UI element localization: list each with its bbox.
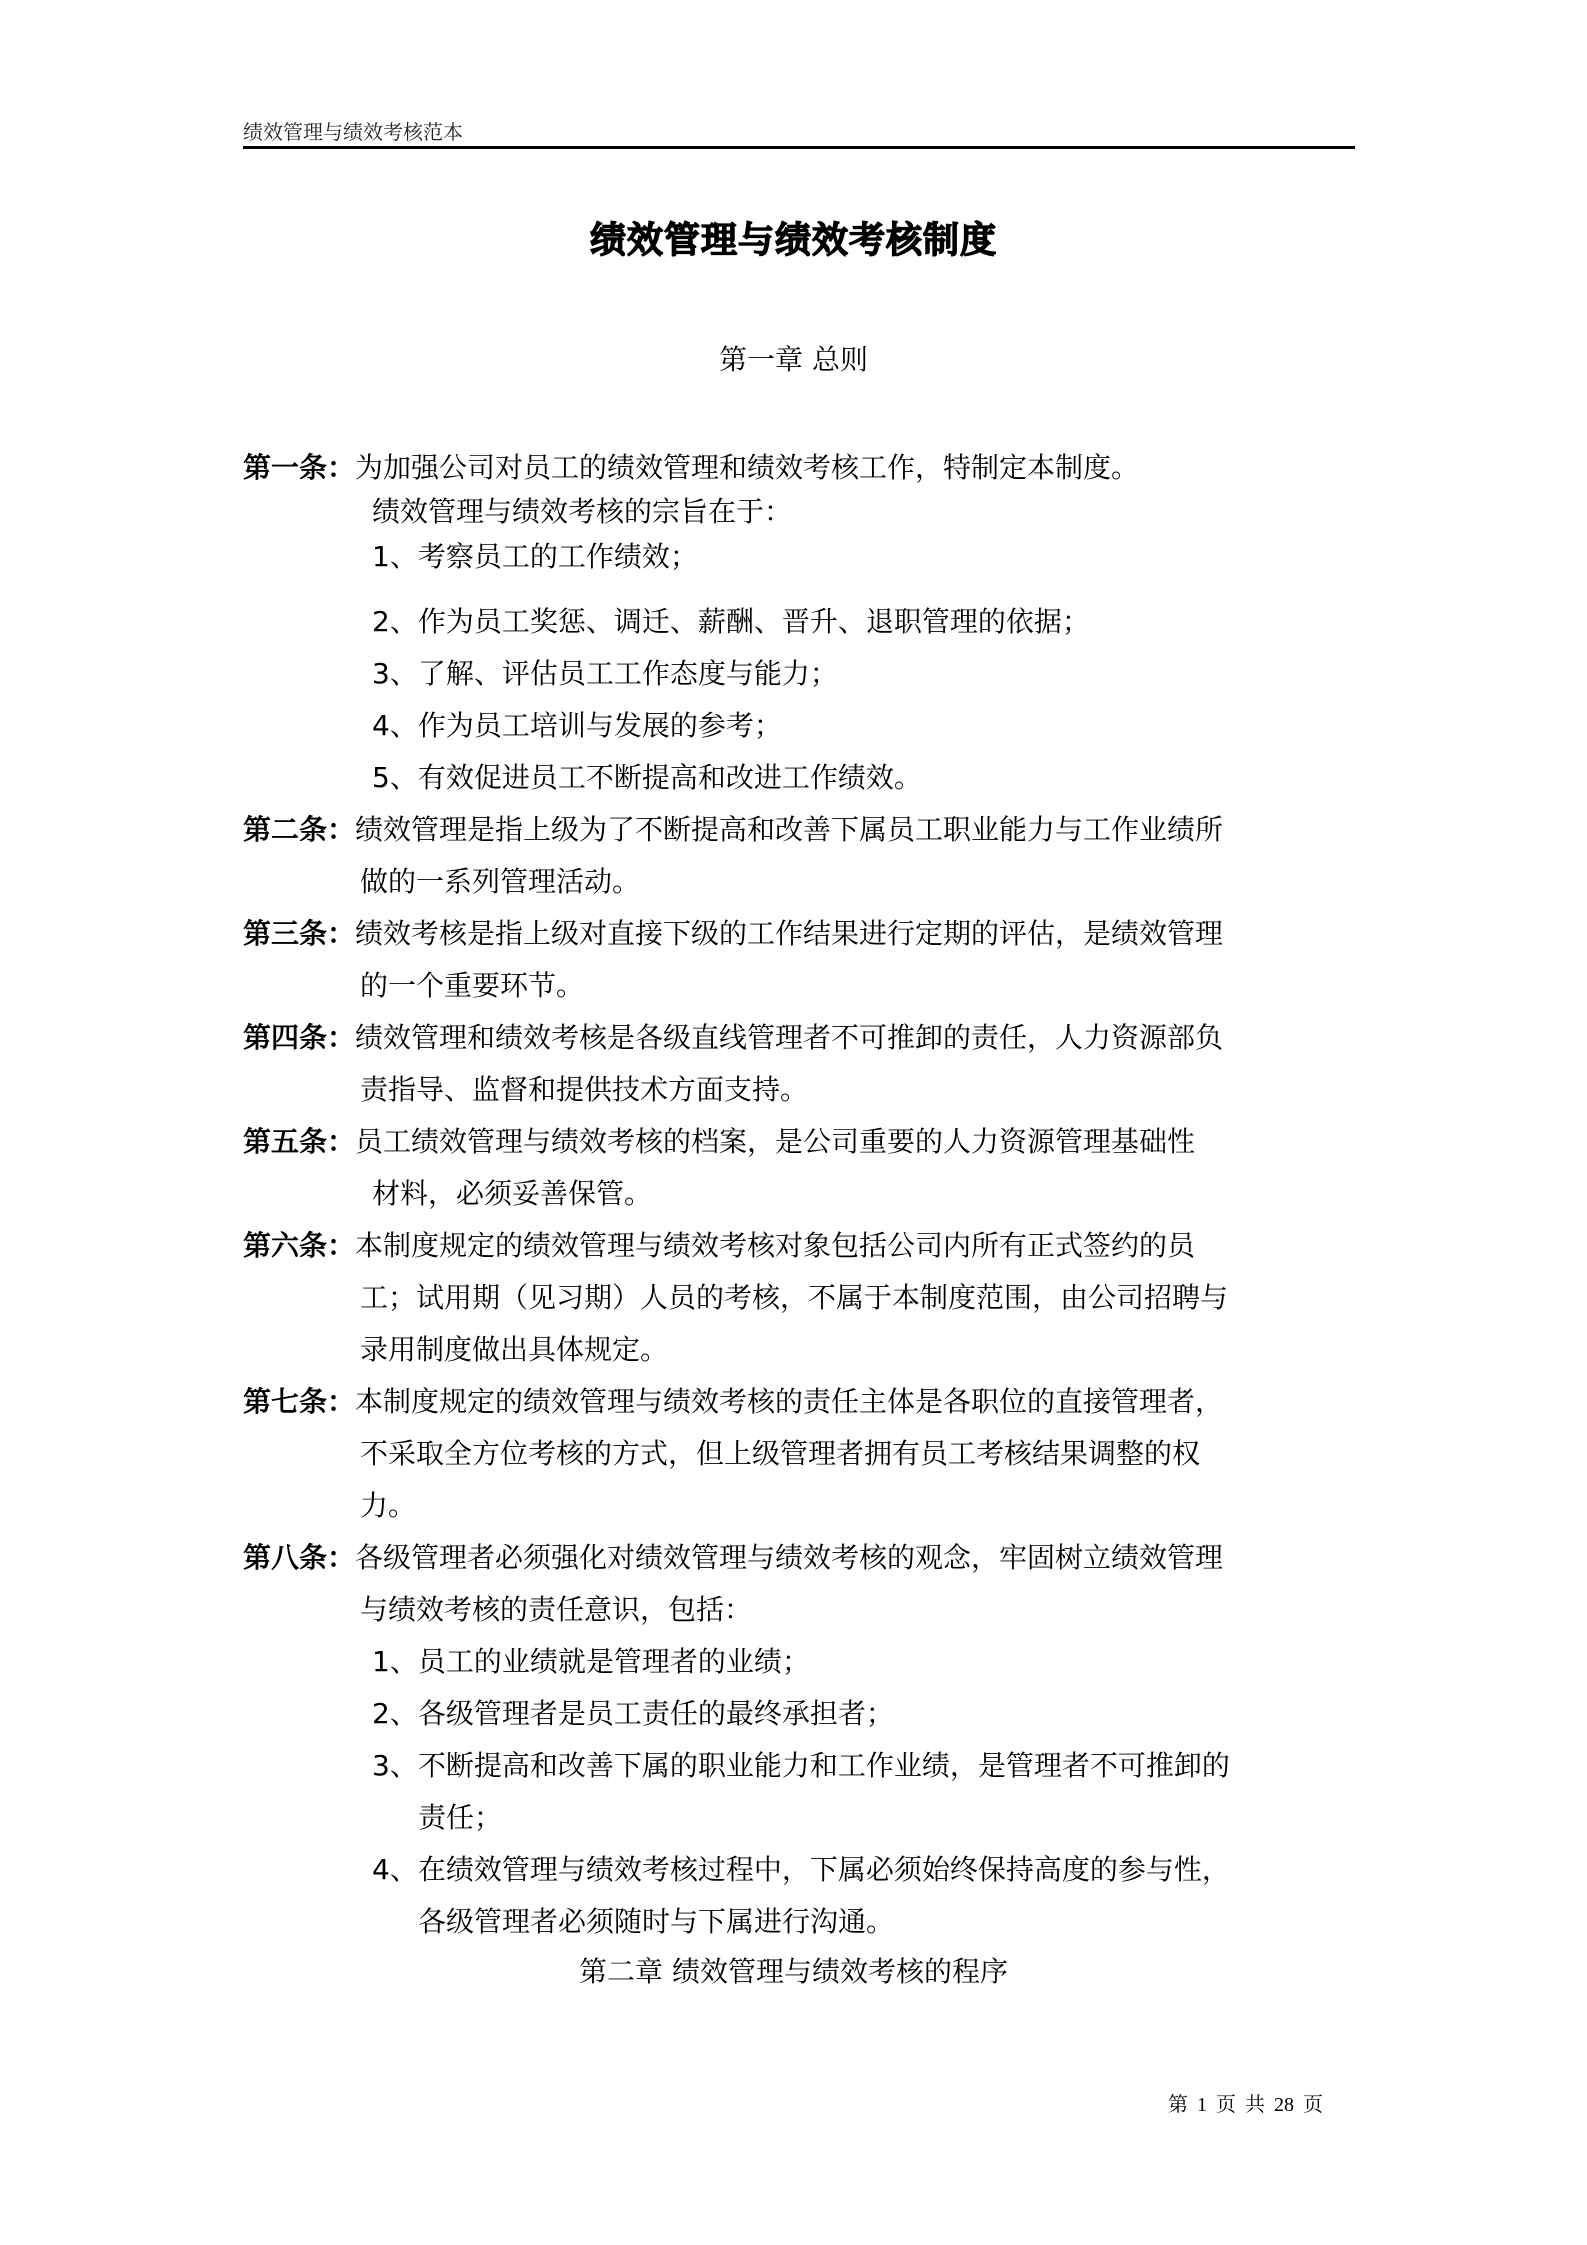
article-label: 第二条： <box>243 813 356 846</box>
article-label: 第一条： <box>243 451 356 484</box>
article-5 <box>243 1120 1195 1160</box>
list-item: 4、在绩效管理与绩效考核过程中，下属必须始终保持高度的参与性， <box>372 1853 1230 1886</box>
article-text: 录用制度做出具体规定。 <box>360 1333 669 1366</box>
article-text: 各级管理者必须强化对绩效管理与绩效考核的观念，牢固树立绩效管理 <box>355 1541 1224 1574</box>
article-text: 工；试用期（见习期）人员的考核，不属于本制度范围，由公司招聘与 <box>360 1281 1229 1314</box>
article-4 <box>243 1016 1223 1056</box>
article-text: 员工绩效管理与绩效考核的档案，是公司重要的人力资源管理基础性 <box>355 1125 1196 1158</box>
article-3 <box>243 912 1223 952</box>
list-item: 1、员工的业绩就是管理者的业绩； <box>372 1645 810 1678</box>
article-label: 第四条： <box>243 1021 356 1054</box>
chapter-heading: 第二章 绩效管理与绩效考核的程序 <box>579 1955 1008 1988</box>
article-text: 绩效管理是指上级为了不断提高和改善下属员工职业能力与工作业绩所 <box>355 813 1224 846</box>
article-text: 绩效管理与绩效考核的宗旨在于： <box>372 495 793 528</box>
article-label: 第八条： <box>243 1541 356 1574</box>
article-7 <box>243 1380 1223 1420</box>
list-item: 4、作为员工培训与发展的参考； <box>372 709 782 742</box>
article-text: 材料，必须妥善保管。 <box>372 1177 653 1210</box>
running-header: 绩效管理与绩效考核范本 <box>243 120 463 144</box>
list-item: 2、作为员工奖惩、调迁、薪酬、晋升、退职管理的依据； <box>372 605 1090 638</box>
header-rule <box>243 146 1355 149</box>
article-text: 力。 <box>360 1489 417 1522</box>
list-item: 3、了解、评估员工工作态度与能力； <box>372 657 838 690</box>
article-text: 本制度规定的绩效管理与绩效考核对象包括公司内所有正式签约的员 <box>355 1229 1196 1262</box>
list-item: 各级管理者必须随时与下属进行沟通。 <box>418 1905 895 1938</box>
list-item: 5、有效促进员工不断提高和改进工作绩效。 <box>372 761 922 794</box>
article-text: 的一个重要环节。 <box>360 969 585 1002</box>
list-item: 责任； <box>418 1801 503 1834</box>
page-number: 第 1 页 共 28 页 <box>1168 2094 1323 2116</box>
document-title: 绩效管理与绩效考核制度 <box>589 220 997 261</box>
list-item: 3、不断提高和改善下属的职业能力和工作业绩，是管理者不可推卸的 <box>372 1749 1230 1782</box>
article-label: 第五条： <box>243 1125 356 1158</box>
article-6 <box>243 1224 1195 1264</box>
article-text: 不采取全方位考核的方式，但上级管理者拥有员工考核结果调整的权 <box>360 1437 1201 1470</box>
article-label: 第三条： <box>243 917 356 950</box>
article-text: 绩效管理和绩效考核是各级直线管理者不可推卸的责任，人力资源部负 <box>355 1021 1224 1054</box>
article-2 <box>243 808 1223 848</box>
article-1 <box>243 446 1139 486</box>
article-label: 第七条： <box>243 1385 356 1418</box>
chapter-heading: 第一章 总则 <box>719 343 868 376</box>
list-item: 1、考察员工的工作绩效； <box>372 540 698 573</box>
article-8 <box>243 1536 1223 1576</box>
article-text: 绩效考核是指上级对直接下级的工作结果进行定期的评估，是绩效管理 <box>355 917 1224 950</box>
article-text: 做的一系列管理活动。 <box>360 865 641 898</box>
article-text: 与绩效考核的责任意识，包括： <box>360 1593 753 1626</box>
article-text: 责指导、监督和提供技术方面支持。 <box>360 1073 809 1106</box>
article-text: 为加强公司对员工的绩效管理和绩效考核工作，特制定本制度。 <box>355 451 1140 484</box>
article-text: 本制度规定的绩效管理与绩效考核的责任主体是各职位的直接管理者， <box>355 1385 1224 1418</box>
article-label: 第六条： <box>243 1229 356 1262</box>
list-item: 2、各级管理者是员工责任的最终承担者； <box>372 1697 894 1730</box>
